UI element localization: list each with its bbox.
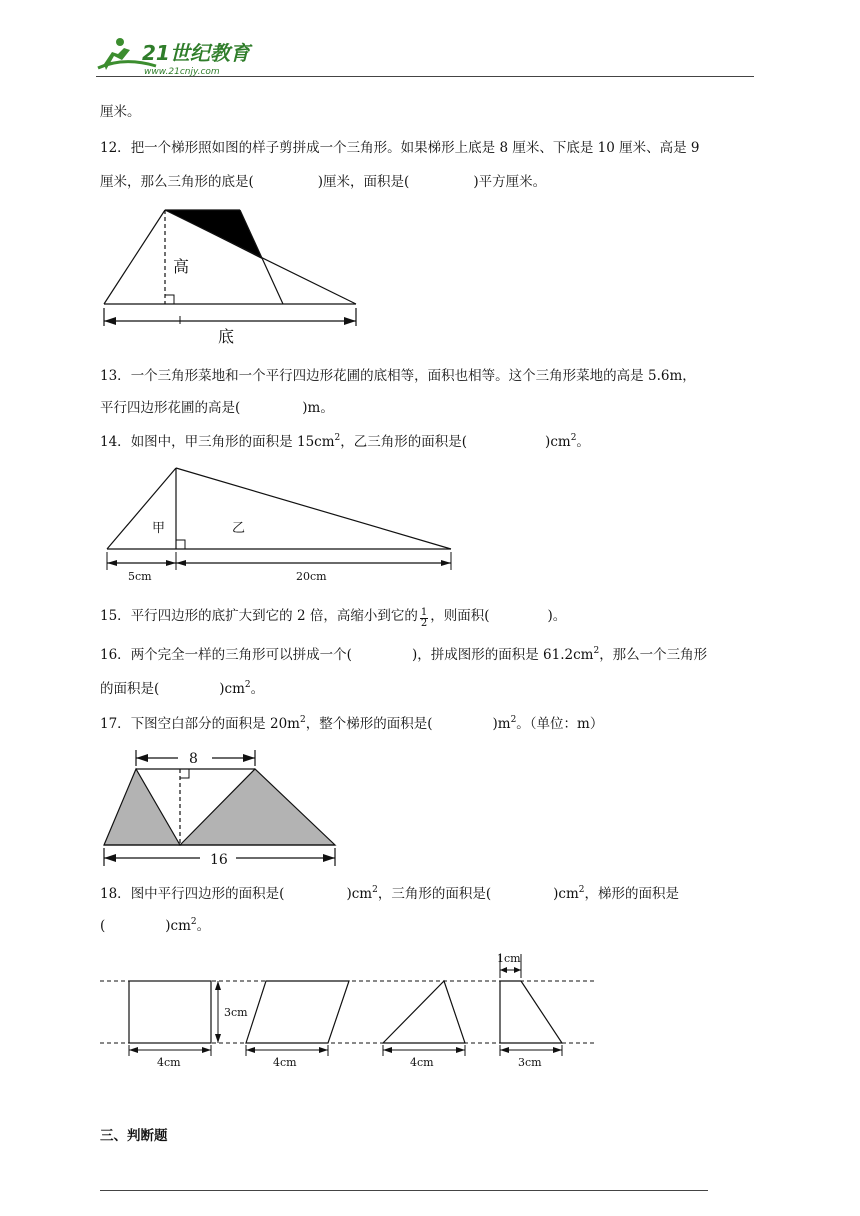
logo-url: www.21cnjy.com [144,67,220,77]
header-rule [96,76,754,77]
q18-triangle [383,981,465,1043]
q17-top-length: 8 [189,751,198,767]
q16-line2: 的面积是( )$cm^2$。 [100,680,265,697]
q14-line1: 14．如图中，甲三角形的面积是 $15cm^2$，乙三角形的面积是( )$cm^2$。 [100,433,590,450]
q12-line2: 厘米，那么三角形的底是( )厘米，面积是( )平方厘米。 [100,174,547,190]
q14-figure [0,460,860,590]
q18-rect-base: 4cm [157,1056,181,1069]
q13-line1: 13．一个三角形菜地和一个平行四边形花圃的底相等，面积也相等。这个三角形菜地的高是 5.6m， [100,368,696,384]
q18-trapezoid [500,981,562,1043]
q14-len-a: 5cm [128,570,152,583]
q13-line2: 平行四边形花圃的高是( )m。 [100,400,334,416]
q18-trap-base: 3cm [518,1056,542,1069]
q16-line1: 16．两个完全一样的三角形可以拼成一个( )，拼成图形的面积是 $61.2cm^2$，那么一个三角形 [100,646,708,663]
q18-height-label: 3cm [224,1006,248,1019]
q12-height-label: 高 [173,257,190,276]
q17-figure [0,742,860,872]
q15-fraction: $\frac{1}{2}$ [420,607,428,629]
section-title: 三、判断题 [100,1128,168,1144]
q18-rectangle [129,981,211,1043]
q17-line1: 17．下图空白部分的面积是 $20m^2$，整个梯形的面积是( )$m^2$。（单位：m） [100,715,604,732]
q14-label-a: 甲 [152,521,166,536]
q18-parallelogram [246,981,349,1043]
logo-text: 21世纪教育 [142,41,250,65]
q17-bottom-length: 16 [210,852,228,868]
q14-label-b: 乙 [232,521,246,536]
q17-shaded-right [180,769,335,845]
q18-figure [0,946,860,1076]
q14-len-b: 20cm [296,570,327,583]
q12-line1: 12．把一个梯形照如图的样子剪拼成一个三角形。如果梯形上底是 8 厘米、下底是 10 厘米、高是 9 [100,140,700,156]
q18-trap-top: 1cm [497,952,521,965]
continuation-text: 厘米。 [100,104,141,120]
q18-tri-base: 4cm [410,1056,434,1069]
q18-line1: 18．图中平行四边形的面积是( )$cm^2$，三角形的面积是( )$cm^2$，梯形的面积是 [100,885,679,902]
footer-rule [100,1190,708,1191]
q15-line1: 15．平行四边形的底扩大到它的 2 倍，高缩小到它的 $\frac{1}{2}$ ，则面积( )。 [100,607,567,629]
q17-shaded-left [104,769,180,845]
q12-base-label: 底 [218,327,235,346]
q18-para-base: 4cm [273,1056,297,1069]
q12-figure [0,200,860,350]
site-logo [96,34,276,78]
q18-line2: ( )$cm^2$。 [100,917,211,934]
